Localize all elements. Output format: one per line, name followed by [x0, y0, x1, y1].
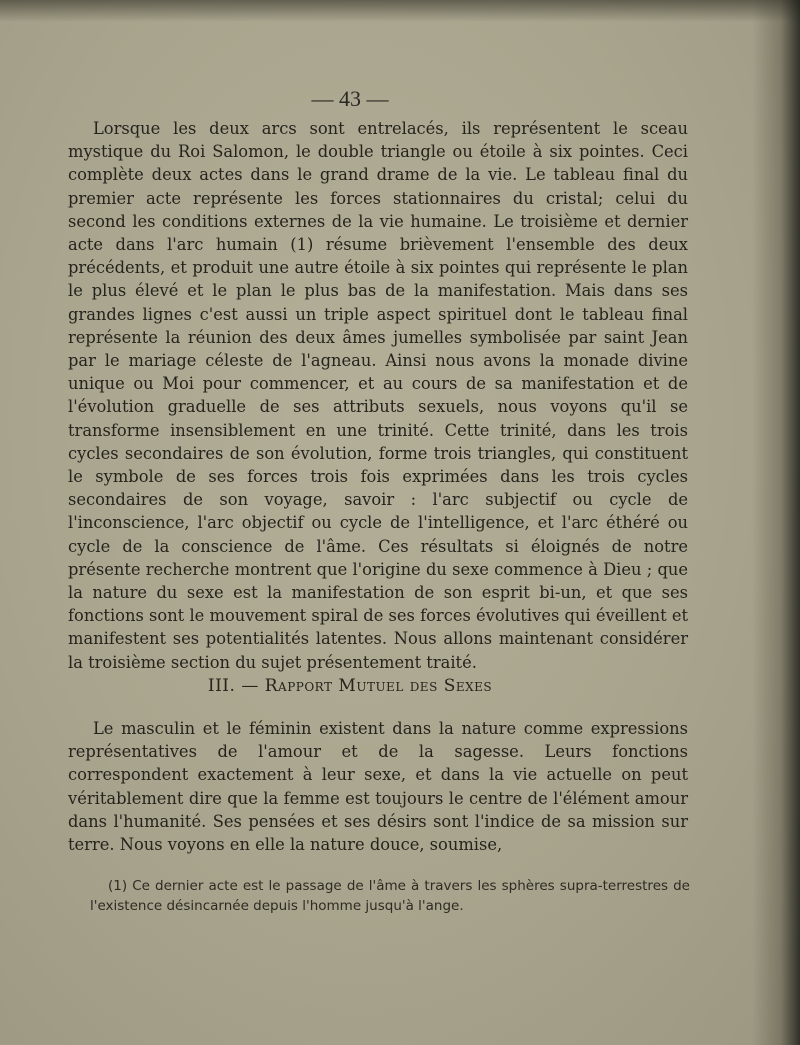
footnote: (1) Ce dernier acte est le passage de l'âme à travers les sphères supra-terrestres de l'existence désincarnée depuis l'homme jusqu'à l'ange.	[90, 878, 690, 914]
paragraph-text: Lorsque les deux arcs sont entrelacés, ils représentent le sceau mystique du Roi Salomon, le double triangle ou étoile à six pointes. Ceci complète deux actes dans le grand drame de la vie. Le tableau final du premier acte représente les forces stationnaires du cristal; celui du second les conditions externes de la vie humaine. Le troisième et dernier acte dans l'arc humain (1) résume brièvement l'ensemble des deux précédents, et produit une autre étoile à six pointes qui représente le plan le plus élevé et le plan le plus bas de la manifestation. Mais dans ses grandes lignes c'est aussi un triple aspect spirituel dont le tableau final représente la réunion des deux âmes jumelles symbolisée par saint Jean par le mariage céleste de l'agneau. Ainsi nous avons la monade divine unique ou Moi pour commencer, et au cours de sa manifestation et de l'évolution graduelle de ses attributs sexuels, nous voyons qu'il se transforme insensiblement en une trinité. Cette trinité, dans les trois cycles secondaires de son évolution, forme trois triangles, qui constituent le symbole de ses forces trois fois exprimées dans les trois cycles secondaires de son voyage, savoir : l'arc subjectif ou cycle de l'inconscience, l'arc objectif ou cycle de l'intelligence, et l'arc éthéré ou cycle de la conscience de l'âme. Ces résultats si éloignés de notre présente recherche montrent que l'origine du sexe commence à Dieu ; que la nature du sexe est la manifestation de son esprit bi-un, et que ses fonctions sont le mouvement spiral de ses forces évolutives qui éveillent et manifestent ses potentialités latentes. Nous allons maintenant considérer la troisième section du sujet présentement traité.	[68, 119, 688, 672]
body-paragraph-1	[68, 117, 688, 674]
page-number: — 43 —	[311, 86, 389, 111]
page-top-shadow	[0, 0, 800, 22]
section-title: Rapport Mutuel des Sexes	[264, 676, 493, 696]
paragraph-text: Le masculin et le féminin existent dans la nature comme expressions représentatives de l'amour et de la sagesse. Leurs fonctions correspondent exactement à leur sexe, et dans la vie actuelle on peut véritablement dire que la femme est toujours le centre de l'élément amour dans l'humanité. Ses pensées et ses désirs sont l'indice de sa mission sur terre. Nous voyons en elle la nature douce, soumise,	[68, 719, 688, 855]
page-right-shadow	[752, 0, 800, 1045]
section-heading	[0, 676, 700, 696]
section-number: III. —	[207, 676, 265, 696]
body-paragraph-2	[68, 717, 688, 856]
